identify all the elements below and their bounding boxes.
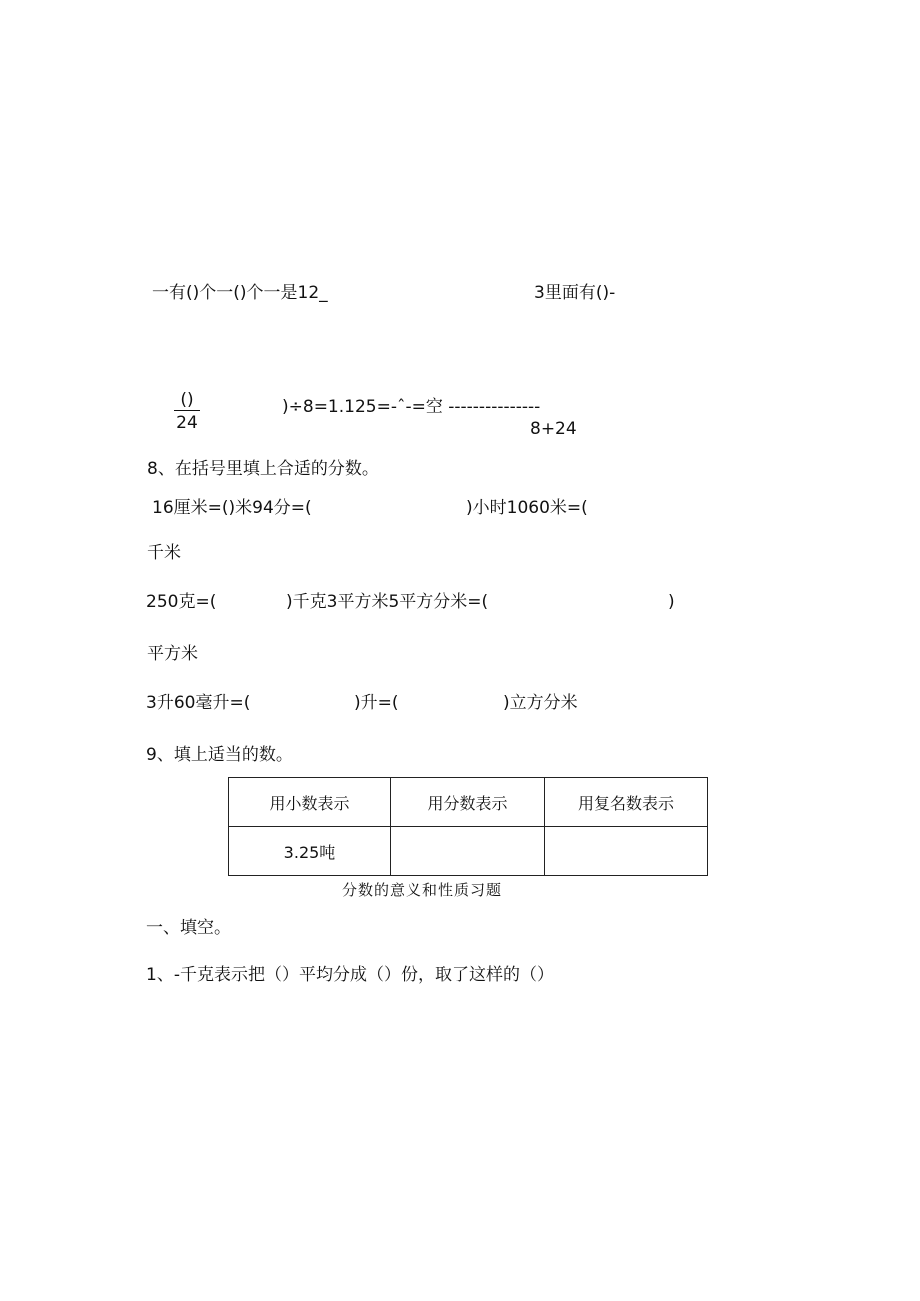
q8-row1-c: 千米: [147, 543, 181, 563]
q8-row2-a: 250克=(: [146, 592, 217, 612]
table-header-compound: 用复名数表示: [545, 778, 708, 827]
q8-row2-b: )千克3平方米5平方分米=(: [286, 592, 489, 612]
q8-heading: 8、在括号里填上合适的分数。: [147, 459, 379, 479]
q8-row1-a: 16厘米=()米94分=(: [152, 498, 312, 518]
fraction-numerator: (): [174, 390, 200, 411]
q8-row3-c: )立方分米: [503, 693, 578, 713]
table-header-row: [229, 778, 708, 827]
q8-row2-d: 平方米: [147, 644, 198, 664]
part1-heading: 一、填空。: [146, 918, 231, 938]
answer-table: [228, 777, 708, 876]
table-cell-decimal: 3.25吨: [229, 827, 391, 876]
table-header-fraction: 用分数表示: [391, 778, 545, 827]
table-cell-compound: [545, 827, 708, 876]
fraction-denominator: 24: [176, 413, 198, 433]
q8-row2-c: ): [668, 592, 675, 612]
table-cell-fraction: [391, 827, 545, 876]
fraction: [174, 390, 200, 433]
q8-row3-a: 3升60毫升=(: [146, 693, 251, 713]
q8-row3-b: )升=(: [354, 693, 399, 713]
table-header-decimal: 用小数表示: [229, 778, 391, 827]
q8-row1-b: )小时1060米=(: [466, 498, 588, 518]
q9-heading: 9、填上适当的数。: [146, 745, 293, 765]
item1: 1、-千克表示把（）平均分成（）份，取了这样的（）: [146, 965, 554, 985]
section-title: 分数的意义和性质习题: [342, 881, 503, 899]
q7-line1-left: 一有()个一()个一是12_: [152, 283, 328, 303]
q7-line2-denominator: 8+24: [530, 419, 577, 439]
q7-line1-right: 3里面有()-: [534, 283, 616, 303]
table-row: [229, 827, 708, 876]
q7-line2: )÷8=1.125=-ˆ-=空 ---------------: [282, 397, 541, 417]
